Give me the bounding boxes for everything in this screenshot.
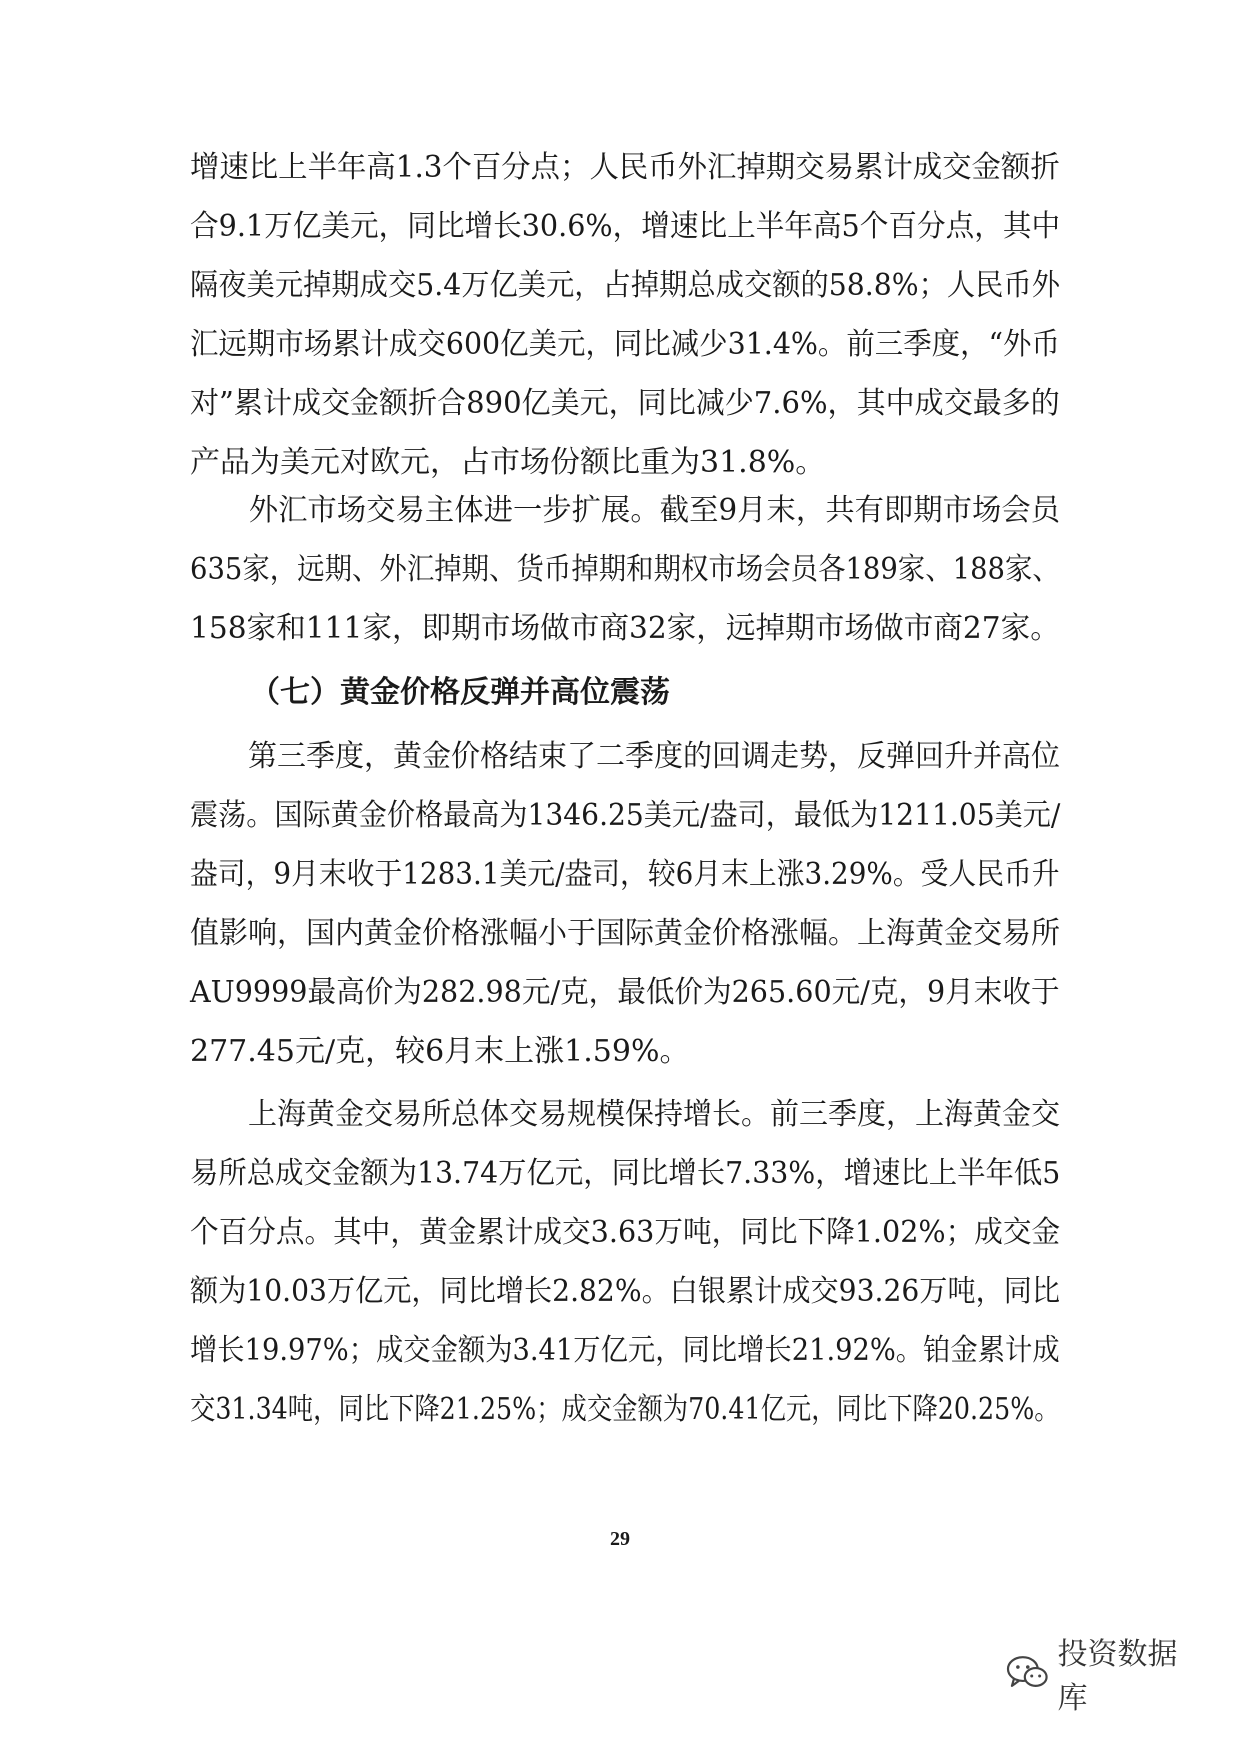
text-line: 合9.1万亿美元，同比增长30.6%，增速比上半年高5个百分点，其中 (190, 209, 1061, 244)
text-line: 易所总成交金额为13.74万亿元，同比增长7.33%，增速比上半年低5 (190, 1156, 1061, 1191)
text-line: AU9999最高价为282.98元/克，最低价为265.60元/克，9月末收于 (190, 975, 1060, 1010)
text-line: 上海黄金交易所总体交易规模保持增长。前三季度，上海黄金交 (248, 1097, 1060, 1132)
text-line: 隔夜美元掉期成交5.4万亿美元，占掉期总成交额的58.8%；人民币外 (190, 268, 1061, 303)
text-line: 增速比上半年高1.3个百分点；人民币外汇掉期交易累计成交金额折 (190, 150, 1060, 185)
text-line: 158家和111家，即期市场做市商32家，远掉期市场做市商27家。 (190, 611, 1060, 646)
text-line: 个百分点。其中，黄金累计成交3.63万吨，同比下降1.02%；成交金 (190, 1215, 1061, 1250)
watermark-text: 投资数据库 (1057, 1637, 1178, 1716)
text-line: 635家，远期、外汇掉期、货币掉期和期权市场会员各189家、188家、 (190, 552, 1060, 587)
text-line: 第三季度，黄金价格结束了二季度的回调走势，反弹回升并高位 (248, 739, 1060, 774)
text-line: 额为10.03万亿元，同比增长2.82%。白银累计成交93.26万吨，同比 (190, 1274, 1061, 1309)
text-line: 产品为美元对欧元，占市场份额比重为31.8%。 (190, 445, 826, 480)
text-line: 汇远期市场累计成交600亿美元，同比减少31.4%。前三季度，“外币 (190, 327, 1060, 362)
text-line: 外汇市场交易主体进一步扩展。截至9月末，共有即期市场会员 (248, 493, 1061, 528)
heading-text: （七）黄金价格反弹并高位震荡 (250, 675, 670, 710)
text-line: 277.45元/克，较6月末上涨1.59%。 (190, 1034, 690, 1069)
watermark (1006, 1637, 1206, 1716)
text-line: 值影响，国内黄金价格涨幅小于国际黄金价格涨幅。上海黄金交易所 (190, 916, 1060, 951)
page-number: 29 (610, 1528, 630, 1550)
text-line: 盎司，9月末收于1283.1美元/盎司，较6月末上涨3.29%。受人民币升 (190, 857, 1060, 892)
text-line: 对”累计成交金额折合890亿美元，同比减少7.6%，其中成交最多的 (190, 386, 1060, 421)
wechat-icon (1006, 1655, 1050, 1691)
text-line: 震荡。国际黄金价格最高为1346.25美元/盎司，最低为1211.05美元/ (190, 798, 1061, 833)
text-line: 交31.34吨，同比下降21.25%；成交金额为70.41亿元，同比下降20.25%。 (190, 1392, 1060, 1427)
text-line: 增长19.97%；成交金额为3.41万亿元，同比增长21.92%。铂金累计成 (190, 1333, 1060, 1368)
